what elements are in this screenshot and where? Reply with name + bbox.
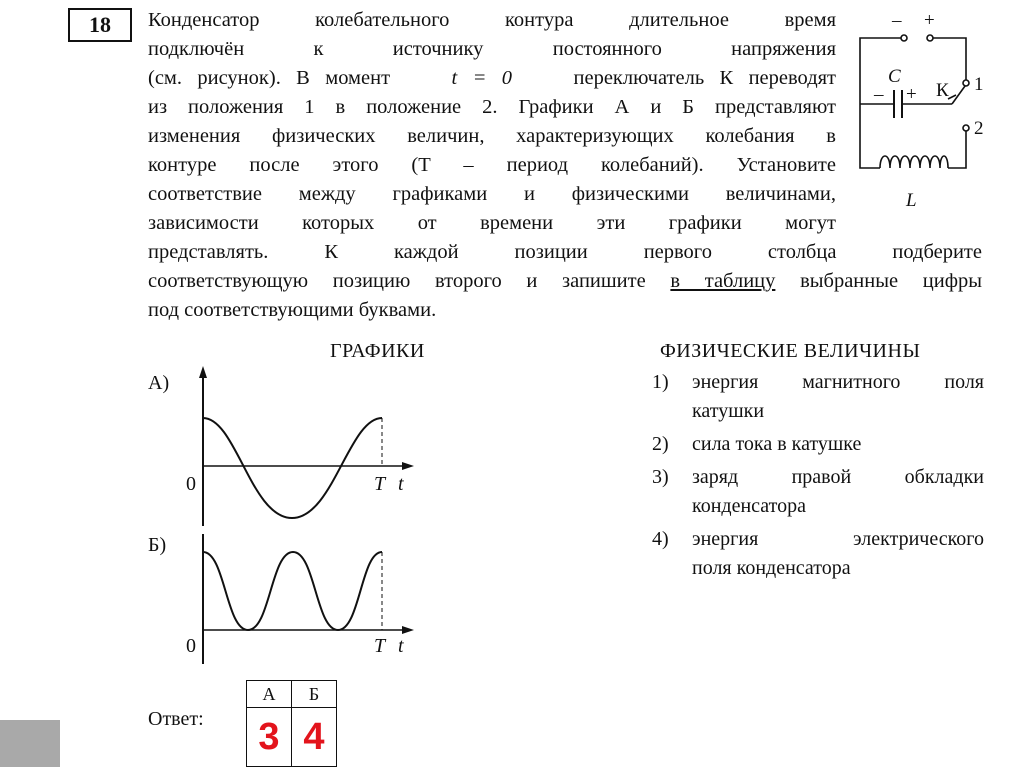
problem-line-3-tail: переключатель К переводят [573, 67, 837, 89]
problem-line-2: подключён к источнику постоянного напряжения [148, 38, 836, 60]
task-number: 18 [89, 12, 111, 37]
problem-line-5: изменения физических величин, характеризующих колебания в [148, 125, 836, 147]
switch-label: К [936, 80, 949, 101]
quantity-item-4 [652, 525, 984, 583]
graph-b-label: Б) [148, 534, 167, 556]
problem-line-3-head: (см. рисунок). В момент [148, 67, 391, 89]
problem-line-4: из положения 1 в положение 2. Графики А и Б представляют [148, 96, 836, 118]
inductor-label: L [906, 190, 917, 211]
source-minus: – [892, 10, 902, 31]
problem-line-8: зависимости которых от времени эти графики могут [148, 212, 836, 234]
switch-pos-1: 1 [974, 74, 984, 95]
problem-line-1: Конденсатор колебательного контура длительное время [148, 9, 836, 31]
answer-col-b: Б [292, 681, 337, 708]
problem-line-11: под соответствующими буквами. [148, 299, 437, 321]
quantity-text-3b: конденсатора [692, 495, 806, 517]
formula-t0: t = 0 [451, 67, 513, 89]
problem-line-3 [148, 64, 836, 93]
circuit-diagram [848, 4, 988, 214]
task-number-box [68, 8, 132, 42]
quantity-num-3: 3) [652, 466, 669, 488]
graph-a-period: T [374, 473, 386, 495]
graph-a-origin: 0 [186, 473, 196, 495]
quantity-num-1: 1) [652, 371, 669, 393]
problem-line-10-tail: выбранные цифры [800, 270, 983, 292]
graph-a-label: А) [148, 372, 170, 394]
answer-col-a: А [247, 681, 292, 708]
slide-corner-block [0, 720, 60, 767]
quantity-num-4: 4) [652, 528, 669, 550]
quantity-item-2 [652, 430, 984, 459]
graph-b-period: T [374, 635, 386, 657]
answer-value-a[interactable]: 3 [247, 708, 292, 767]
capacitor-minus: – [874, 84, 884, 105]
quantity-num-2: 2) [652, 433, 669, 455]
graph-b-origin: 0 [186, 635, 196, 657]
problem-line-10-head: соответствующую позицию второго и запишите [148, 270, 646, 292]
quantity-text-2a: сила тока в катушке [692, 433, 862, 455]
quantity-text-1b: катушки [692, 400, 765, 422]
answer-value-b[interactable]: 4 [292, 708, 337, 767]
quantity-item-3 [652, 463, 984, 521]
quantity-text-4a: энергия электрического [692, 528, 984, 550]
graph-b [170, 528, 420, 668]
graph-a [170, 360, 420, 530]
answer-label: Ответ: [148, 708, 204, 730]
problem-line-6: контуре после этого (T – период колебаний). Установите [148, 154, 836, 176]
quantity-text-1a: энергия магнитного поля [692, 371, 984, 393]
problem-line-7: соответствие между графиками и физическими величинами, [148, 183, 836, 205]
underlined-text: в таблицу [670, 270, 776, 292]
quantity-text-3a: заряд правой обкладки [692, 466, 984, 488]
problem-line-10 [148, 267, 982, 296]
quantities-list [652, 368, 984, 587]
quantity-text-4b: поля конденсатора [692, 557, 851, 579]
graph-a-axis-t: t [398, 473, 404, 495]
switch-pos-2: 2 [974, 118, 984, 139]
capacitor-label: C [888, 66, 901, 87]
quantity-item-1 [652, 368, 984, 426]
source-plus: + [924, 10, 935, 31]
graphs-header: ГРАФИКИ [330, 340, 425, 362]
problem-line-9: представлять. К каждой позиции первого столбца подберите [148, 241, 982, 263]
answer-table [246, 680, 337, 767]
quantities-header: ФИЗИЧЕСКИЕ ВЕЛИЧИНЫ [660, 340, 921, 362]
graph-b-axis-t: t [398, 635, 404, 657]
capacitor-plus: + [906, 84, 917, 105]
